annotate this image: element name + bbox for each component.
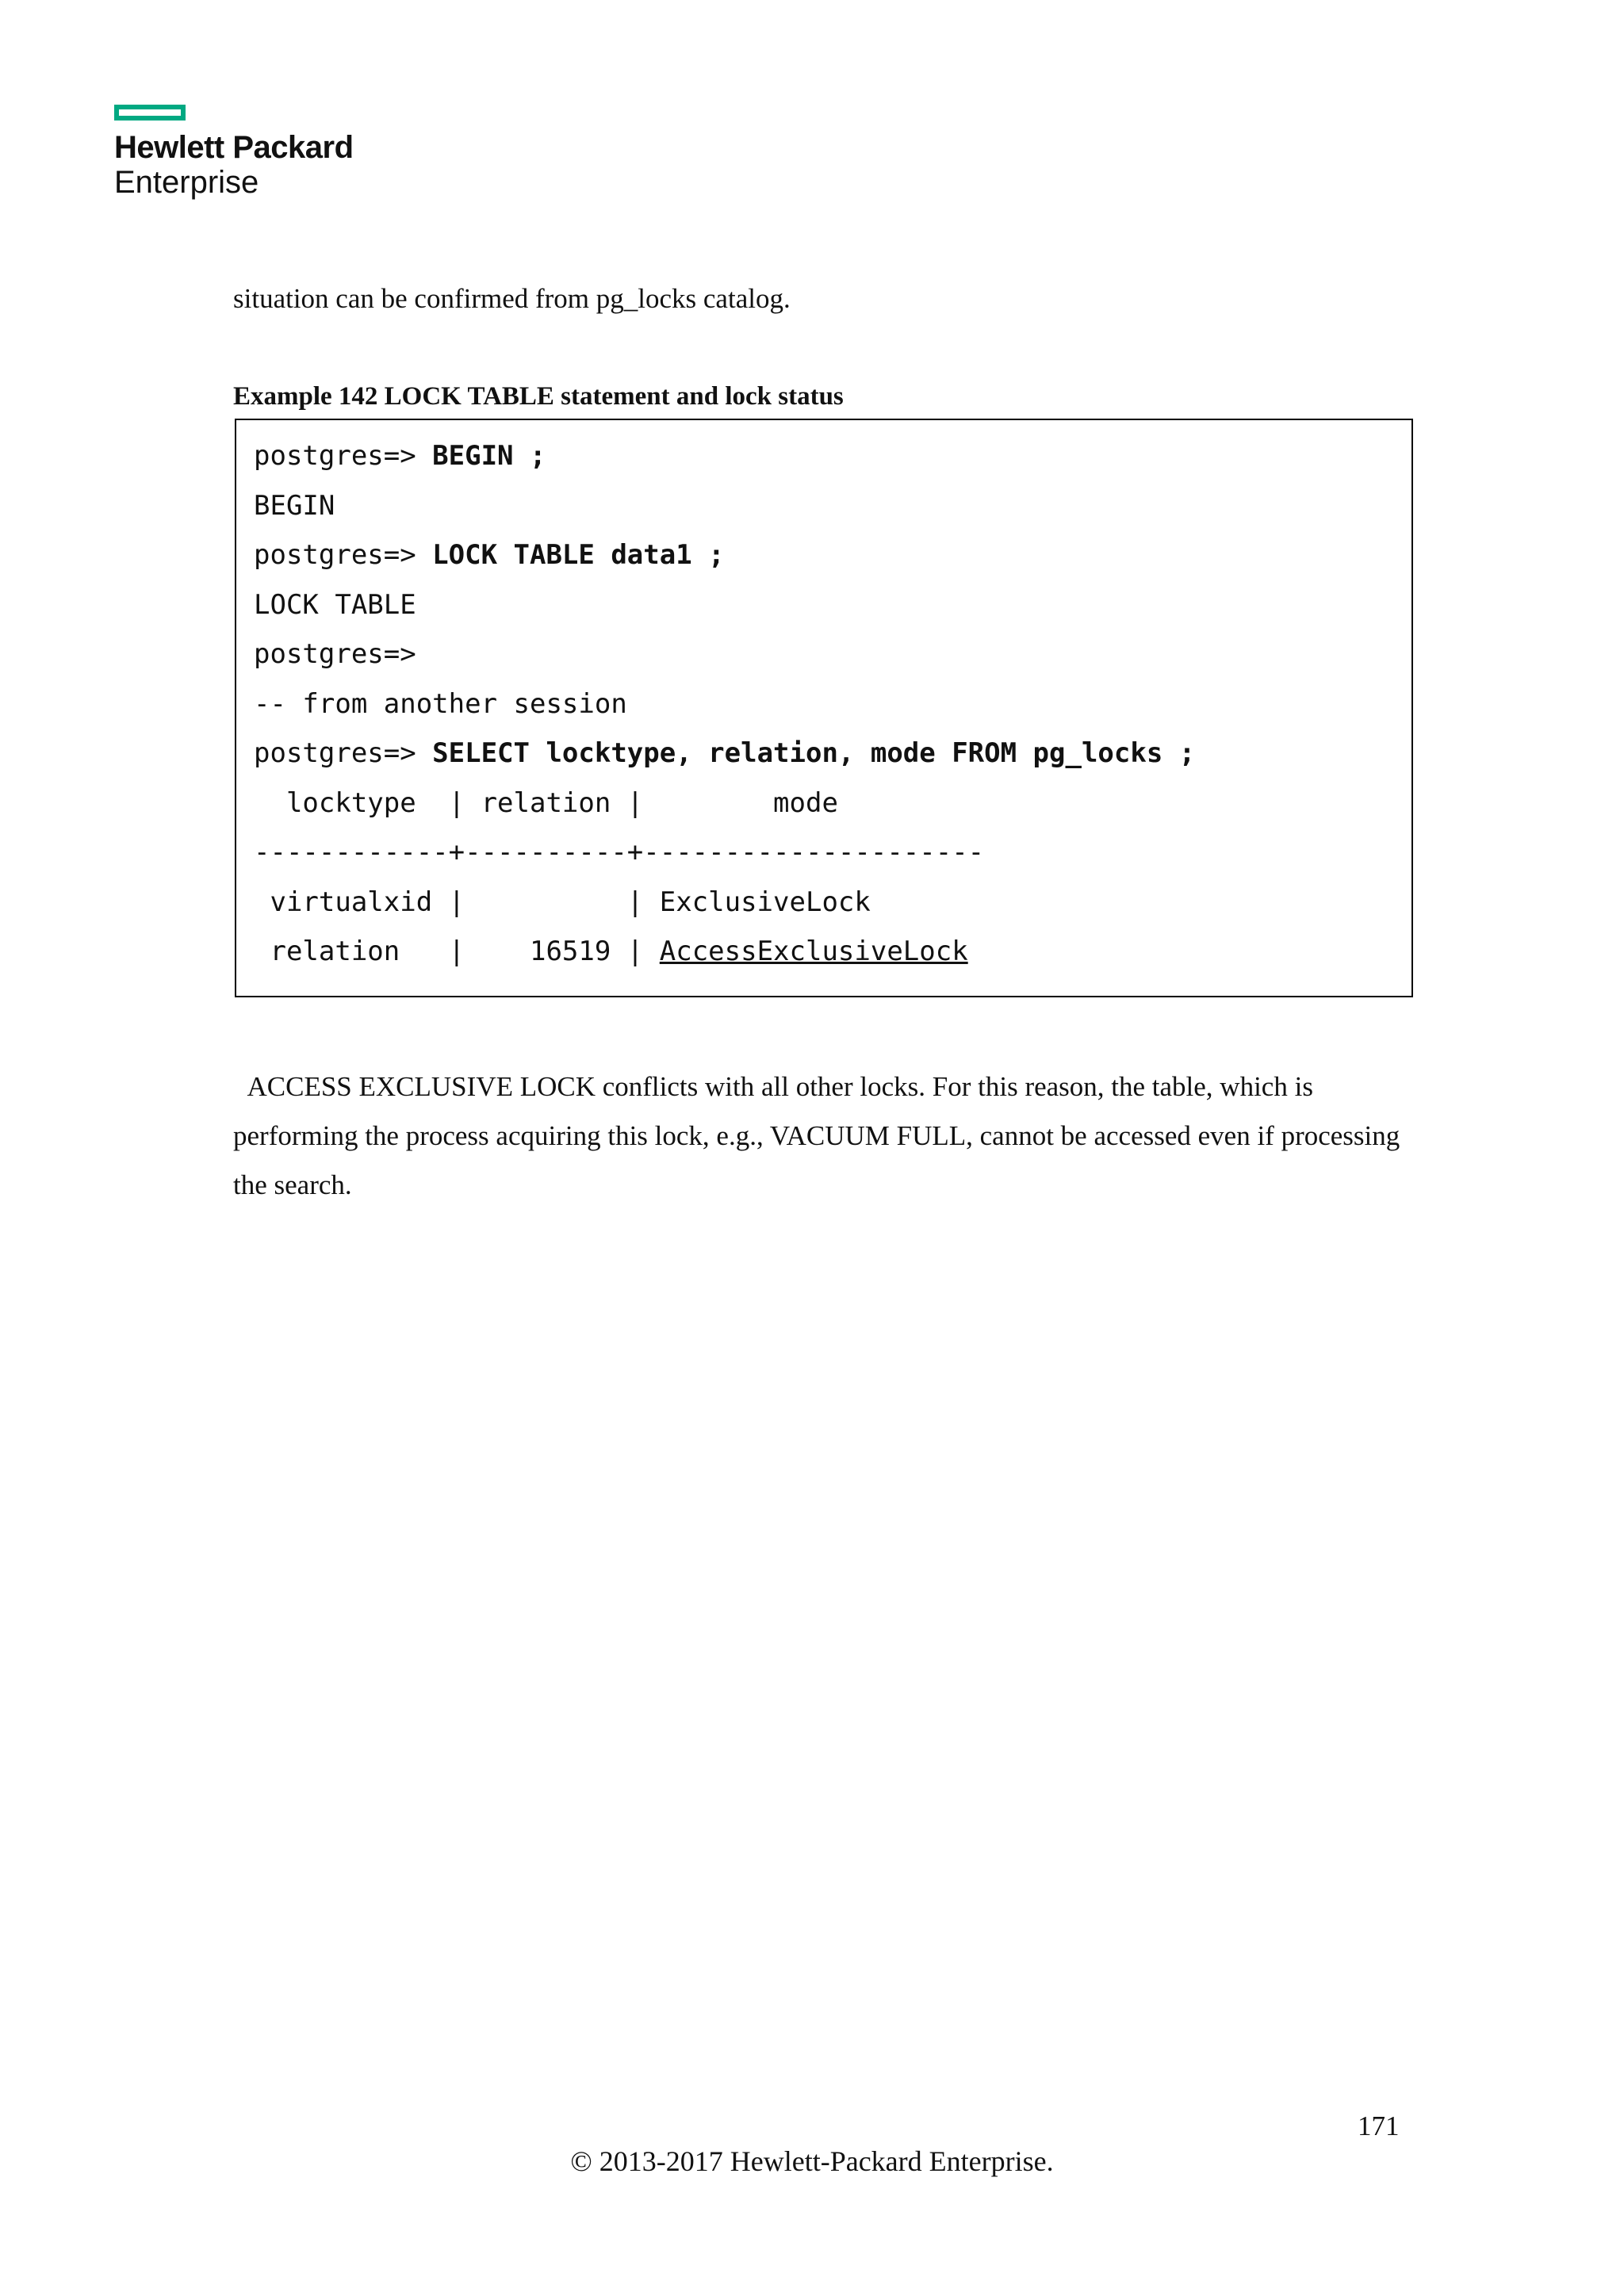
code-line: -- from another session (254, 687, 627, 720)
code-line: postgres=> LOCK TABLE data1 ; (254, 539, 725, 571)
code-line: relation | 16519 | AccessExclusiveLock (254, 936, 968, 967)
company-logo (114, 105, 354, 200)
example-caption: Example 142 LOCK TABLE statement and lock status (233, 382, 844, 411)
code-line: LOCK TABLE (254, 588, 416, 621)
code-line: postgres=> SELECT locktype, relation, mode FROM pg_locks ; (254, 737, 1196, 769)
logo-text-line1: Hewlett Packard (114, 130, 354, 165)
copyright-footer: © 2013-2017 Hewlett-Packard Enterprise. (570, 2145, 1054, 2177)
code-block (235, 419, 1413, 997)
code-line: postgres=> (254, 638, 416, 670)
logo-mark-icon (114, 105, 186, 121)
code-line: ------------+----------+--------------------- (254, 836, 985, 868)
intro-paragraph: situation can be confirmed from pg_locks catalog. (233, 283, 791, 314)
page-number: 171 (1358, 2110, 1400, 2141)
logo-text-line2: Enterprise (114, 165, 259, 200)
code-line: BEGIN (254, 489, 335, 522)
code-line: locktype | relation | mode (254, 786, 838, 819)
code-line: virtualxid | | ExclusiveLock (254, 886, 871, 918)
code-line: postgres=> BEGIN ; (254, 440, 546, 472)
body-paragraph: ACCESS EXCLUSIVE LOCK conflicts with all other locks. For this reason, the table, which is performing the process acquiring this lock, e.g., VACUUM FULL, cannot be accessed even if processing the search. (233, 1071, 1408, 1200)
